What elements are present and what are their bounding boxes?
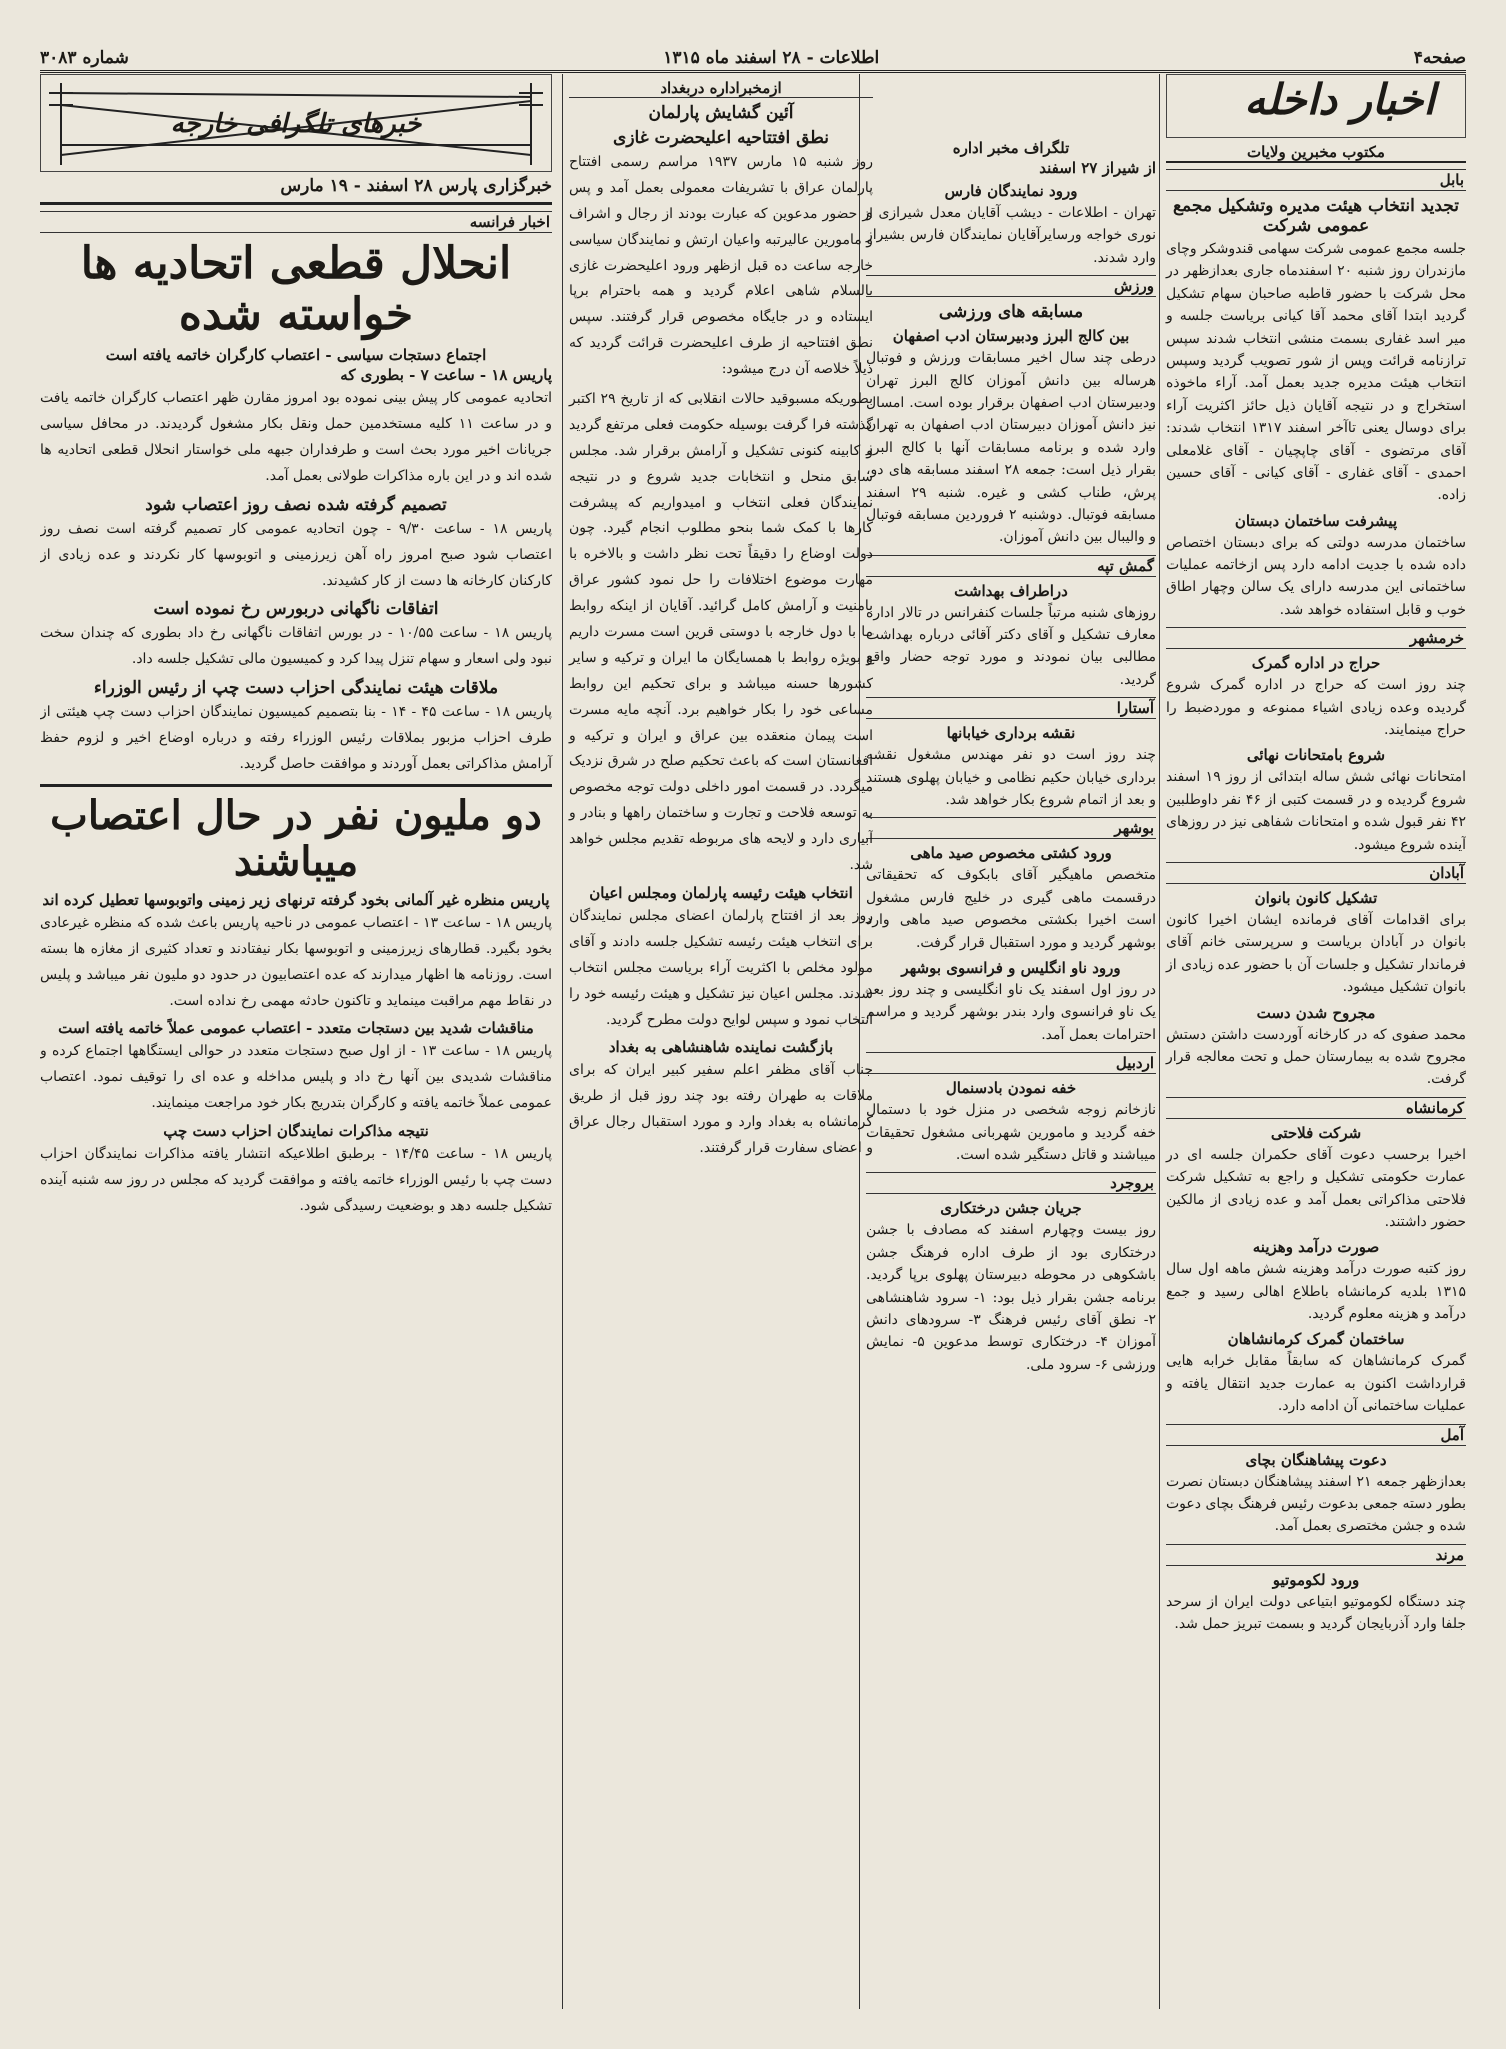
city-tag-khorramshahr: خرمشهر xyxy=(1166,627,1466,649)
headline-babol: تجدید انتخاب هیئت مدیره وتشکیل مجمع عمومی شرکت xyxy=(1172,196,1460,236)
headline-agri-company: شرکت فلاحتی xyxy=(1270,1123,1362,1142)
article-street-mapping: چند روز است دو نفر مهندس مشغول نقشه برداری خیابان حکیم نظامی و خیابان پهلوی هستند و بعد از اتمام شروع بکار خواهد شد. xyxy=(866,747,1156,809)
article-school: ساختمان مدرسه دولتی که برای دبستان اختصاص داده شده با جدیت ادامه دارد پس ازخاتمه عملیات ساختمانی این مدرسه دارای یک سالن وچهار اطاق خوب و قابل استفاده خواهد شد. xyxy=(1166,534,1466,618)
headline-warships: ورود ناو انگلیس و فرانسوی بوشهر xyxy=(901,958,1121,977)
article-final-exams: امتحانات نهائی شش ساله ابتدائی از روز ۱۹ اسفند شروع گردیده و در قسمت کتبی از ۴۶ نفر داوطلبین ۴۲ نفر قبول شده و امتحانات شفاهی نیز در روزهای آینده شروع میشود. xyxy=(1166,769,1466,853)
headline-parliament-opening: آئین گشایش پارلمان xyxy=(648,103,794,123)
wire-banner-title: خبرهای تلگرافی خارجه xyxy=(170,109,422,139)
subhead-strike-ended: اجتماع دستجات سیاسی - اعتصاب کارگران خاتمه یافته است xyxy=(105,346,487,365)
city-tag-borujerd: بروجرد xyxy=(866,1172,1156,1194)
article-half-day-strike: پاریس ۱۸ - ساعت ۹/۳۰ - چون اتحادیه عمومی کار تصمیم گرفته است نصف روز اعتصاب شود صبح امروز راه آهن زیرزمینی و اتوبوسها کار نکردند و عده زیادی از کارکنان کارخانه ها دست از کار کشیدند. xyxy=(40,520,552,589)
headline-customs-auction: حراج در اداره گمرک xyxy=(1251,654,1381,673)
headline-fishing-ship: ورود کشتی مخصوص صید ماهی xyxy=(910,844,1112,863)
dateline-paris-7: پاریس ۱۸ - ساعت ۷ - بطوری که xyxy=(340,366,552,385)
headline-health: دراطراف بهداشت xyxy=(954,581,1068,600)
banner-spacer xyxy=(866,74,1156,134)
headline-king-speech: نطق افتتاحیه اعلیحضرت غازی xyxy=(613,128,829,148)
article-fishing-ship: متخصص ماهیگیر آقای بابکوف که تحقیقاتی درقسمت ماهی گیری در خلیج فارس مشغول است اخیرا بکشتی مخصوص صید ماهی وارد بوشهر گردید و مورد استقبال قرار گرفت. xyxy=(866,867,1156,951)
article-scouts: بعدازظهر جمعه ۲۱ اسفند پیشاهنگان دبستان نصرت بطور دسته جمعی بدعوت رئیس فرهنگ بچای دعوت شده و جشن مختصری بعمل آمد. xyxy=(1166,1473,1466,1535)
article-hand-injury: محمد صفوی که در کارخانه آوردست داشتن دستش مجروح شده به بیمارستان حمل و تحت معالجه قرار گرفت. xyxy=(1166,1026,1466,1088)
headline-scouts: دعوت پیشاهنگان بچای xyxy=(1245,1450,1387,1469)
divider xyxy=(40,784,552,787)
headline-clashes: مناقشات شدید بین دستجات متعدد - اعتصاب عمومی عملاً خاتمه یافته است xyxy=(58,1019,534,1038)
headline-school: پیشرفت ساختمان دبستان xyxy=(1234,511,1398,530)
telegraph-dateline: از شیراز ۲۷ اسفند xyxy=(1039,159,1156,177)
article-parliament-opening: روز شنبه ۱۵ مارس ۱۹۳۷ مراسم رسمی افتتاح پارلمان عراق با تشریفات معمولی بعمل آمد و پس از حضور مدعوین که عبارت بودند از رجال و اشراف و مامورین عالیرتبه واعیان ارتش و نمایندگان سیاسی خارجه ساعت ده قبل ازظهر ورود اعلیحضرت غازی بالسلام شاهی اعلام گردید و همه باحترام برپا ایستاده و در جایگاه مخصوص قرار گرفتند. سپس نطق افتتاحیه از طرف اعلیحضرت قرائت گردید که ذیلاً خلاصه آن درج میشود: xyxy=(569,154,873,378)
article-budget: روز کتبه صورت درآمد وهزینه شش ماهه اول سال ۱۳۱۵ بلدیه کرمانشاه باطلاع اهالی رسید و جمع درآمد و هزینه معلوم گردید. xyxy=(1166,1261,1466,1323)
baghdad-banner: ازمخبراداره دربغداد xyxy=(569,79,873,98)
article-locomotive: چند دستگاه لکوموتیو ابتیاعی دولت ایران از سرحد جلفا وارد آذربایجان گردید و بسمت تبریز حمل شد. xyxy=(1166,1593,1466,1633)
headline-left-parties-meeting: ملاقات هیئت نمایندگی احزاب دست چپ از رئیس الوزراء xyxy=(93,678,499,699)
column-domestic-provinces xyxy=(1159,74,1466,2009)
article-envoy-return: جناب آقای مظفر اعلم سفیر کبیر ایران که برای ملاقات به طهران رفته بود چند روز قبل از طریق کرمانشاه به بغداد وارد و مورد استقبال رجال عراق و اعضای سفارت قرار گرفتند. xyxy=(569,1062,873,1157)
article-women-club: برای اقدامات آقای فرمانده ایشان اخیرا کانون بانوان در آبادان بریاست و سرپرستی خانم آقای فرماندار تشکیل و جلسات آن با حضور عده زیادی از بانوان تشکیل میشود. xyxy=(1166,911,1466,996)
headline-strangling: خفه نمودن بادسنمال xyxy=(945,1079,1077,1098)
city-tag-abadan: آبادان xyxy=(1166,862,1466,884)
city-tag-amol: آمل xyxy=(1166,1424,1466,1446)
issue-number: شماره ۳۰۸۳ xyxy=(40,48,129,68)
article-left-parties-meeting: پاریس ۱۸ - ساعت ۴۵ - ۱۴ - بنا بتصمیم کمیسیون نمایندگان احزاب دست چپ هیئتی از طرف احزاب مزبور بملاقات رئیس الوزراء رفته و درباره اوضاع اخیر و لزوم حفظ آرامش مذاکراتی بعمل آوردند و موافقت حاصل گردید. xyxy=(40,704,552,772)
article-tree-planting: روز بیست وچهارم اسفند که مصادف با جشن درختکاری بود از طرف اداره فرهنگ جشن باشکوهی در محوطه دبیرستان پهلوی برپا گردید. برنامه جشن بقرار ذیل بود: ۱- سرود شاهنشاهی ۲- نطق آقای رئیس فرهنگ ۳- سرودهای دانش آموزان ۴- درختکاری توسط مدعوین ۵- نمایش ورزشی ۶- سرود ملی. xyxy=(866,1222,1156,1373)
subhead-paris-metro: پاریس منظره غیر آلمانی بخود گرفته ترنهای زیر زمینی واتوبوسها تعطیل کرده اند xyxy=(42,890,550,909)
column-telegraph-sports xyxy=(859,74,1156,2009)
article-clashes: پاریس ۱۸ - ساعت ۱۳ - از اول صبح دستجات متعدد در حوالی ایستگاهها اجتماع کرده و مناقشات شدیدی بین آنها رخ داد و پلیس مداخله و عده ای را توقیف نمود. اعتصاب عمومی عملاً خاتمه یافته و کارگران بتدریج بکار خود مراجعت مینمایند. xyxy=(40,1043,552,1112)
article-fars-reps: تهران - اطلاعات - دیشب آقایان معدل شیرازی و نوری خواجه ورسایرآقایان نمایندگان فارس بشیراز وارد شدند. xyxy=(866,205,1156,266)
city-tag-babol: بابل xyxy=(1166,169,1466,191)
article-sport: درطی چند سال اخیر مسابقات ورزش و فوتبال هرساله بین دانش آموزان کالج البرز تهران ودبیرستان ادب اصفهان برقرار بوده است. امسال نیز دانش آموزان دبیرستان ادب اصفهان به تهران وارد شده و برنامه مسابقات آنها با کالج البرز بقرار ذیل است: جمعه ۲۸ اسفند مسابقه های دو، پرش، طناب کشی و غیره. شنبه ۲۹ اسفند مسابقه فوتبال. دوشنبه ۲ فروردین مسابقه فوتبال و والیبال بین دانش آموزان. xyxy=(866,350,1156,546)
headline-hand-injury: مجروح شدن دست xyxy=(1256,1003,1376,1022)
headline-tree-planting: جریان جشن درختکاری xyxy=(940,1199,1082,1218)
article-health: روزهای شنبه مرتباً جلسات کنفرانس در تالار اداره معارف تشکیل و آقای دکتر آقائی درباره بهداشت مطالبی بیان نمودند و مورد توجه حضار واقع گردید. xyxy=(866,604,1156,688)
headline-final-exams: شروع بامتحانات نهائی xyxy=(1246,746,1386,765)
domestic-news-title: اخبار داخله xyxy=(1244,75,1435,124)
section-tag-sport: ورزش xyxy=(866,275,1156,297)
section-tag-france: اخبار فرانسه xyxy=(40,211,552,233)
domestic-news-banner xyxy=(1166,74,1466,138)
telegraph-header: تلگراف مخبر اداره xyxy=(952,139,1070,157)
article-warships: در روز اول اسفند یک ناو انگلیسی و چند روز بعد یک ناو فرانسوی وارد بندر بوشهر گردید و مراسم احترامات بعمل آمد. xyxy=(866,981,1156,1043)
newspaper-date: اطلاعات - ۲۸ اسفند ماه ۱۳۱۵ xyxy=(663,48,880,68)
city-tag-marand: مرند xyxy=(1166,1544,1466,1566)
divider xyxy=(40,202,552,205)
subhead-sport: بین کالج البرز ودبیرستان ادب اصفهان xyxy=(892,327,1130,346)
city-tag-astara: آستارا xyxy=(866,697,1156,719)
city-tag-ardabil: اردبیل xyxy=(866,1052,1156,1074)
headline-envoy-return: بازگشت نماینده شاهنشاهی به بغداد xyxy=(608,1038,834,1057)
article-unions: اتحادیه عمومی کار پیش بینی نموده بود امروز مقارن ظهر اعتصاب کارگران خاتمه یافت و در ساعت ۱۱ کلیه مستخدمین حمل ونقل بکار مشغول گردیدند. در محافل سیاسی جریانات اخیر مورد بحث است و طرفداران جبهه ملی خواستار انحلال قطعی اتحادیه ها شده اند و در این باره مذاکرات طولانی بعمل آمد. xyxy=(40,390,552,484)
article-customs-auction: چند روز است که حراج در اداره گمرک شروع گردیده وعده زیادی اشیاء ممنوعه و موردضبط را حراج مینمایند. xyxy=(1166,677,1466,739)
headline-unions-dissolution: انحلال قطعی اتحادیه ها خواسته شده xyxy=(80,238,512,340)
headline-street-mapping: نقشه برداری خیابانها xyxy=(946,724,1076,743)
provinces-subbanner: مکتوب مخبرین ولایات xyxy=(1166,143,1466,163)
article-two-million-strike: پاریس ۱۸ - ساعت ۱۳ - اعتصاب عمومی در ناحیه پاریس باعث شده که منظره غیرعادی بخود بگیرد. قطارهای زیرزمینی و اتوبوسها بکار نیفتادند و تعداد کثیری از مغازه ها بسته است. روزنامه ها اظهار میدارند که عده اعتصابیون در حدود دو ملیون نفر میباشد و پلیس در نقاط مهم مراقبت مینماید و تاکنون حادثه مهمی رخ نداده است. xyxy=(40,914,552,1009)
article-babol: جلسه مجمع عمومی شرکت سهامی قندوشکر وچای مازندران روز شنبه ۲۰ اسفندماه جاری بعدازظهر در محل شرکت با حضور قاطبه صاحبان سهام تشکیل گردید ابتدا آقای محمد آقا کیانی بریاست جلسه و میر اسد غفاری بسمت منشی انتخاب شدند سپس ترازنامه قرائت وپس از شور تصویب گردید وسپس انتخاب هیئت مدیره جدید بعمل آمد. آراء ماخوذه استخراج و در نتیجه آقایان ذیل حائز اکثریت آراء برای دوسال یعنی تاآخر اسفند ۱۳۱۷ انتخاب شدند: آقای مرتضوی - آقای چاپچیان - آقای غلامعلی احمدی - آقای غفاری - آقای کیانی - آقای حسین زاده. xyxy=(1166,241,1466,504)
headline-two-million-strike: دو ملیون نفر در حال اعتصاب میباشند xyxy=(50,791,542,885)
city-tag-gunbad: گمش تپه xyxy=(866,555,1156,577)
city-tag-bushehr: بوشهر xyxy=(866,817,1156,839)
column-baghdad xyxy=(562,74,873,2009)
headline-fars-reps: ورود نمایندگان فارس xyxy=(944,182,1078,200)
headline-women-club: تشکیل کانون بانوان xyxy=(1254,888,1378,907)
wire-banner xyxy=(40,74,552,172)
article-agri-company: اخیرا برحسب دعوت آقای حکمران جلسه ای در عمارت حکومتی تشکیل و راجع به تشکیل شرکت فلاحتی مذاکراتی بعمل آمد و عده زیادی از مالکین حضور داشتند. xyxy=(1166,1146,1466,1230)
headline-locomotive: ورود لکوموتیو xyxy=(1272,1570,1360,1589)
page-label: صفحه۴ xyxy=(1413,48,1466,68)
wire-dateline: خبرگزاری پارس ۲۸ اسفند - ۱۹ مارس xyxy=(280,176,552,196)
headline-parliament-board: انتخاب هیئت رئیسه پارلمان ومجلس اعیان xyxy=(589,883,853,902)
article-strangling: نازخانم زوجه شخصی در منزل خود با دستمال خفه گردید و مامورین شهربانی مشغول تحقیقات میباشند و قاتل دستگیر شده است. xyxy=(866,1102,1156,1163)
article-bourse: پاریس ۱۸ - ساعت ۱۰/۵۵ - در بورس اتفاقات ناگهانی رخ داد بطوری که چندان سخت نبود ولی اسعار و سهام تنزل پیدا کرد و کمیسیون مالی تشکیل جلسه داد. xyxy=(40,625,552,668)
column-foreign-wire xyxy=(40,74,556,2009)
headline-customs-building: ساختمان گمرک کرمانشاهان xyxy=(1227,1330,1405,1349)
masthead xyxy=(40,46,1466,73)
headline-half-day-strike: تصمیم گرفته شده نصف روز اعتصاب شود xyxy=(145,494,447,515)
article-customs-building: گمرک کرمانشاهان که سابقاً مقابل خرابه هایی قرارداشت اکنون به عمارت جدید انتقال یافته و عملیات ساختمانی آن ادامه دارد. xyxy=(1166,1353,1466,1415)
city-tag-kermanshah: کرمانشاه xyxy=(1166,1097,1466,1119)
article-parliament-board: روز بعد از افتتاح پارلمان اعضای مجلس نمایندگان برای انتخاب هیئت رئیسه تشکیل جلسه دادند و آقای مولود مخلص با اکثریت آراء بریاست مجلس انتخاب شدند. مجلس اعیان نیز تشکیل و هیئت رئیسه خود را انتخاب نمود و سپس لوایح دولت مطرح گردید. xyxy=(569,907,873,1028)
headline-sport: مسابقه های ورزشی xyxy=(938,302,1084,323)
article-king-speech: بطوریکه مسبوقید حالات انقلابی که از تاریخ ۲۹ اکتبر گذشته فرا گرفت بوسیله حکومت فعلی مرتفع گردید و کابینه کنونی تشکیل و آرامش برقرار شد. مجلس سابق منحل و انتخابات جدید شروع و در نتیجه نمایندگان فعلی انتخاب و امیدواریم که پیشرفت کارها با کمک شما بنحو مطلوب انجام گیرد. چون دولت اوضاع را دقیقاً تحت نظر داشت و بالاخره با مهارت موضوع اختلافات را حل نمود کشور عراق بامنیت و آرامش کامل گرائید. آقایان از اینکه روابط ما با دول خارجه با دوستی قرین است مسرت داریم و بویژه روابط با همسایگان ما ایران و ترکیه و سایر کشورها حسنه میباشد و برای تحکیم این روابط مساعی خود را بکار خواهیم برد. آنچه مایه مسرت است پیمان منعقده بین عراق و ایران و ترکیه و افغانستان است که باعث تحکیم صلح در شرق نزدیک میگردد. در قسمت امور داخلی دولت توجه مخصوص به توسعه فلاحت و تجارت و ساختمان راهها و بنادر و آبیاری دارد و لایحه های مربوطه تقدیم مجلس خواهد شد. xyxy=(569,391,873,874)
headline-talks-result: نتیجه مذاکرات نمایندگان احزاب دست چپ xyxy=(163,1122,429,1141)
article-talks-result: پاریس ۱۸ - ساعت ۱۴/۴۵ - برطبق اطلاعیکه انتشار یافته مذاکرات نمایندگان احزاب دست چپ با رئیس الوزراء خاتمه یافته و موافقت گردید که مجلس در روز سه شنبه آینده تشکیل جلسه دهد و بوضعیت رسیدگی شود. xyxy=(40,1146,552,1214)
headline-budget: صورت درآمد وهزینه xyxy=(1252,1238,1380,1257)
headline-bourse: اتفاقات ناگهانی دربورس رخ نموده است xyxy=(153,599,439,620)
